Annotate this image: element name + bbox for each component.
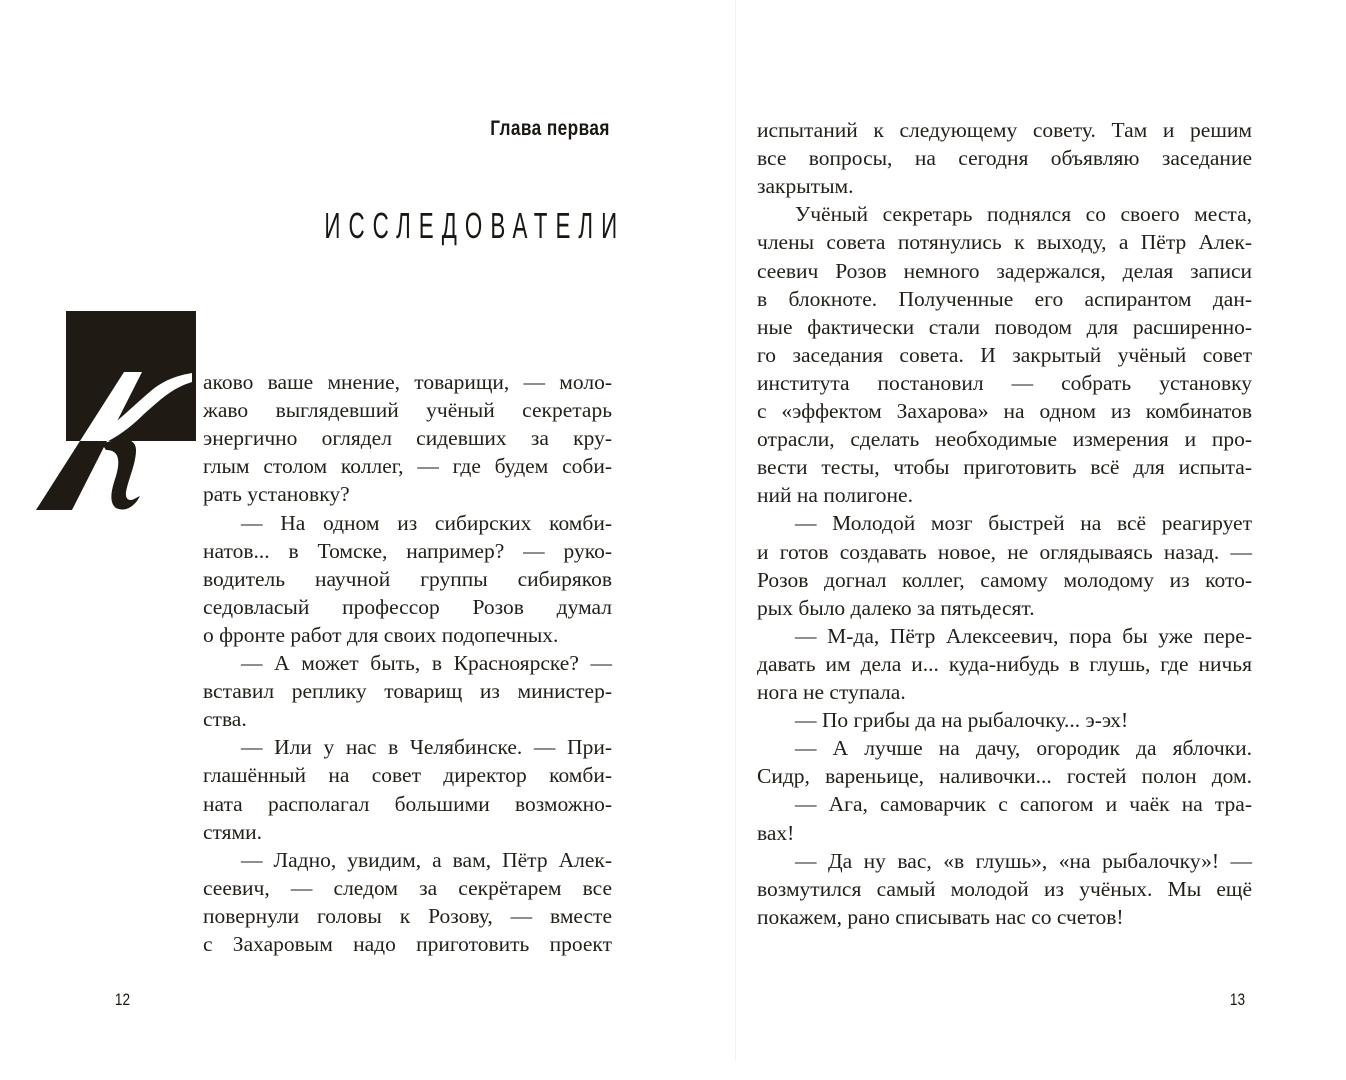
- text-line: Сидр, вареньице, наливочки... гостей полон дом.: [757, 764, 1252, 789]
- text-line: — М-да, Пётр Алексеевич, пора бы уже пере-: [795, 623, 1252, 648]
- text-line: ства.: [203, 707, 247, 732]
- text-line: жаво выглядевший учёный секретарь: [203, 398, 612, 423]
- text-line: — Ага, самоварчик с сапогом и чаёк на тра-: [795, 792, 1252, 817]
- page-number-left: 12: [114, 990, 131, 1009]
- text-line: вести тесты, чтобы приготовить всё для испыта-: [757, 455, 1252, 480]
- text-line: — А может быть, в Красноярске? —: [241, 651, 612, 675]
- text-line: вставил реплику товарищ из министер-: [203, 679, 612, 704]
- text-line: Учёный секретарь поднялся со своего места,: [795, 202, 1252, 227]
- chapter-title: ИССЛЕДОВАТЕЛИ: [324, 205, 625, 246]
- text-line: — На одном из сибирских комби-: [241, 510, 612, 535]
- drop-cap-letter-icon: [32, 352, 192, 512]
- text-line: глашённый на совет директор комби-: [203, 763, 612, 788]
- text-line: с Захаровым надо приготовить проект: [203, 932, 612, 956]
- text-line: покажем, рано списывать нас со счетов!: [757, 904, 1124, 929]
- text-line: рых было далеко за пятьдесят.: [757, 595, 1035, 620]
- text-line: ний на полигоне.: [757, 483, 913, 508]
- text-line: повернули головы к Розову, — вместе: [203, 903, 612, 928]
- text-line: — Молодой мозг быстрей на всё реагирует: [795, 511, 1252, 536]
- text-line: вах!: [757, 820, 795, 845]
- text-line: и готов создавать новое, не оглядываясь назад. —: [757, 539, 1252, 564]
- text-line: стями.: [203, 819, 263, 844]
- text-line: рать установку?: [203, 482, 350, 507]
- text-line: — По грибы да на рыбалочку... э-эх!: [795, 708, 1129, 733]
- text-line: о фронте работ для своих подопечных.: [203, 622, 559, 647]
- text-line: — Или у нас в Челябинске. — При-: [241, 735, 612, 760]
- text-line: — А лучше на дачу, огородик да яблочки.: [795, 736, 1252, 761]
- right-page: [735, 0, 1346, 1080]
- text-line: водитель научной группы сибиряков: [203, 566, 612, 591]
- text-line: института постановил — собрать установку: [757, 370, 1252, 395]
- page-number-right: 13: [1229, 990, 1246, 1009]
- text-line: глым столом коллег, — где будем соби-: [203, 454, 612, 479]
- text-line: энергично оглядел сидевших за кру-: [203, 426, 612, 451]
- text-line: натов... в Томске, например? — руко-: [203, 538, 612, 563]
- text-line: — Ладно, увидим, а вам, Пётр Алек-: [241, 847, 612, 872]
- text-line: Розов догнал коллег, самому молодому из кото-: [757, 567, 1252, 592]
- text-line: члены совета потянулись к выходу, а Пётр Алек-: [757, 230, 1252, 255]
- text-line: ные фактически стали поводом для расширенно-: [757, 314, 1252, 339]
- text-line: отрасли, сделать необходимые измерения и про-: [757, 427, 1252, 452]
- text-line: все вопросы, на сегодня объявляю заседание: [757, 146, 1252, 171]
- text-line: возмутился самый молодой из учёных. Мы ещё: [757, 876, 1252, 901]
- text-line: аково ваше мнение, товарищи, — моло-: [203, 370, 612, 394]
- text-line: сеевич Розов немного задержался, делая записи: [757, 258, 1252, 283]
- text-line: с «эффектом Захарова» на одном из комбинатов: [757, 399, 1252, 423]
- text-line: седовласый профессор Розов думал: [203, 594, 612, 619]
- text-line: — Да ну вас, «в глушь», «на рыбалочку»! —: [795, 848, 1252, 873]
- text-line: нога не ступала.: [757, 680, 906, 704]
- text-line: в блокноте. Полученные его аспирантом дан-: [757, 286, 1252, 311]
- chapter-label: Глава первая: [490, 117, 610, 140]
- text-line: испытаний к следующему совету. Там и решим: [757, 118, 1252, 142]
- text-line: давать им дела и... куда-нибудь в глушь, где ничья: [757, 651, 1252, 676]
- text-line: закрытым.: [757, 174, 854, 199]
- text-line: сеевич, — следом за секрётарем все: [203, 875, 612, 900]
- text-line: ната располагал большими возможно-: [203, 791, 612, 816]
- text-line: го заседания совета. И закрытый учёный совет: [757, 342, 1252, 367]
